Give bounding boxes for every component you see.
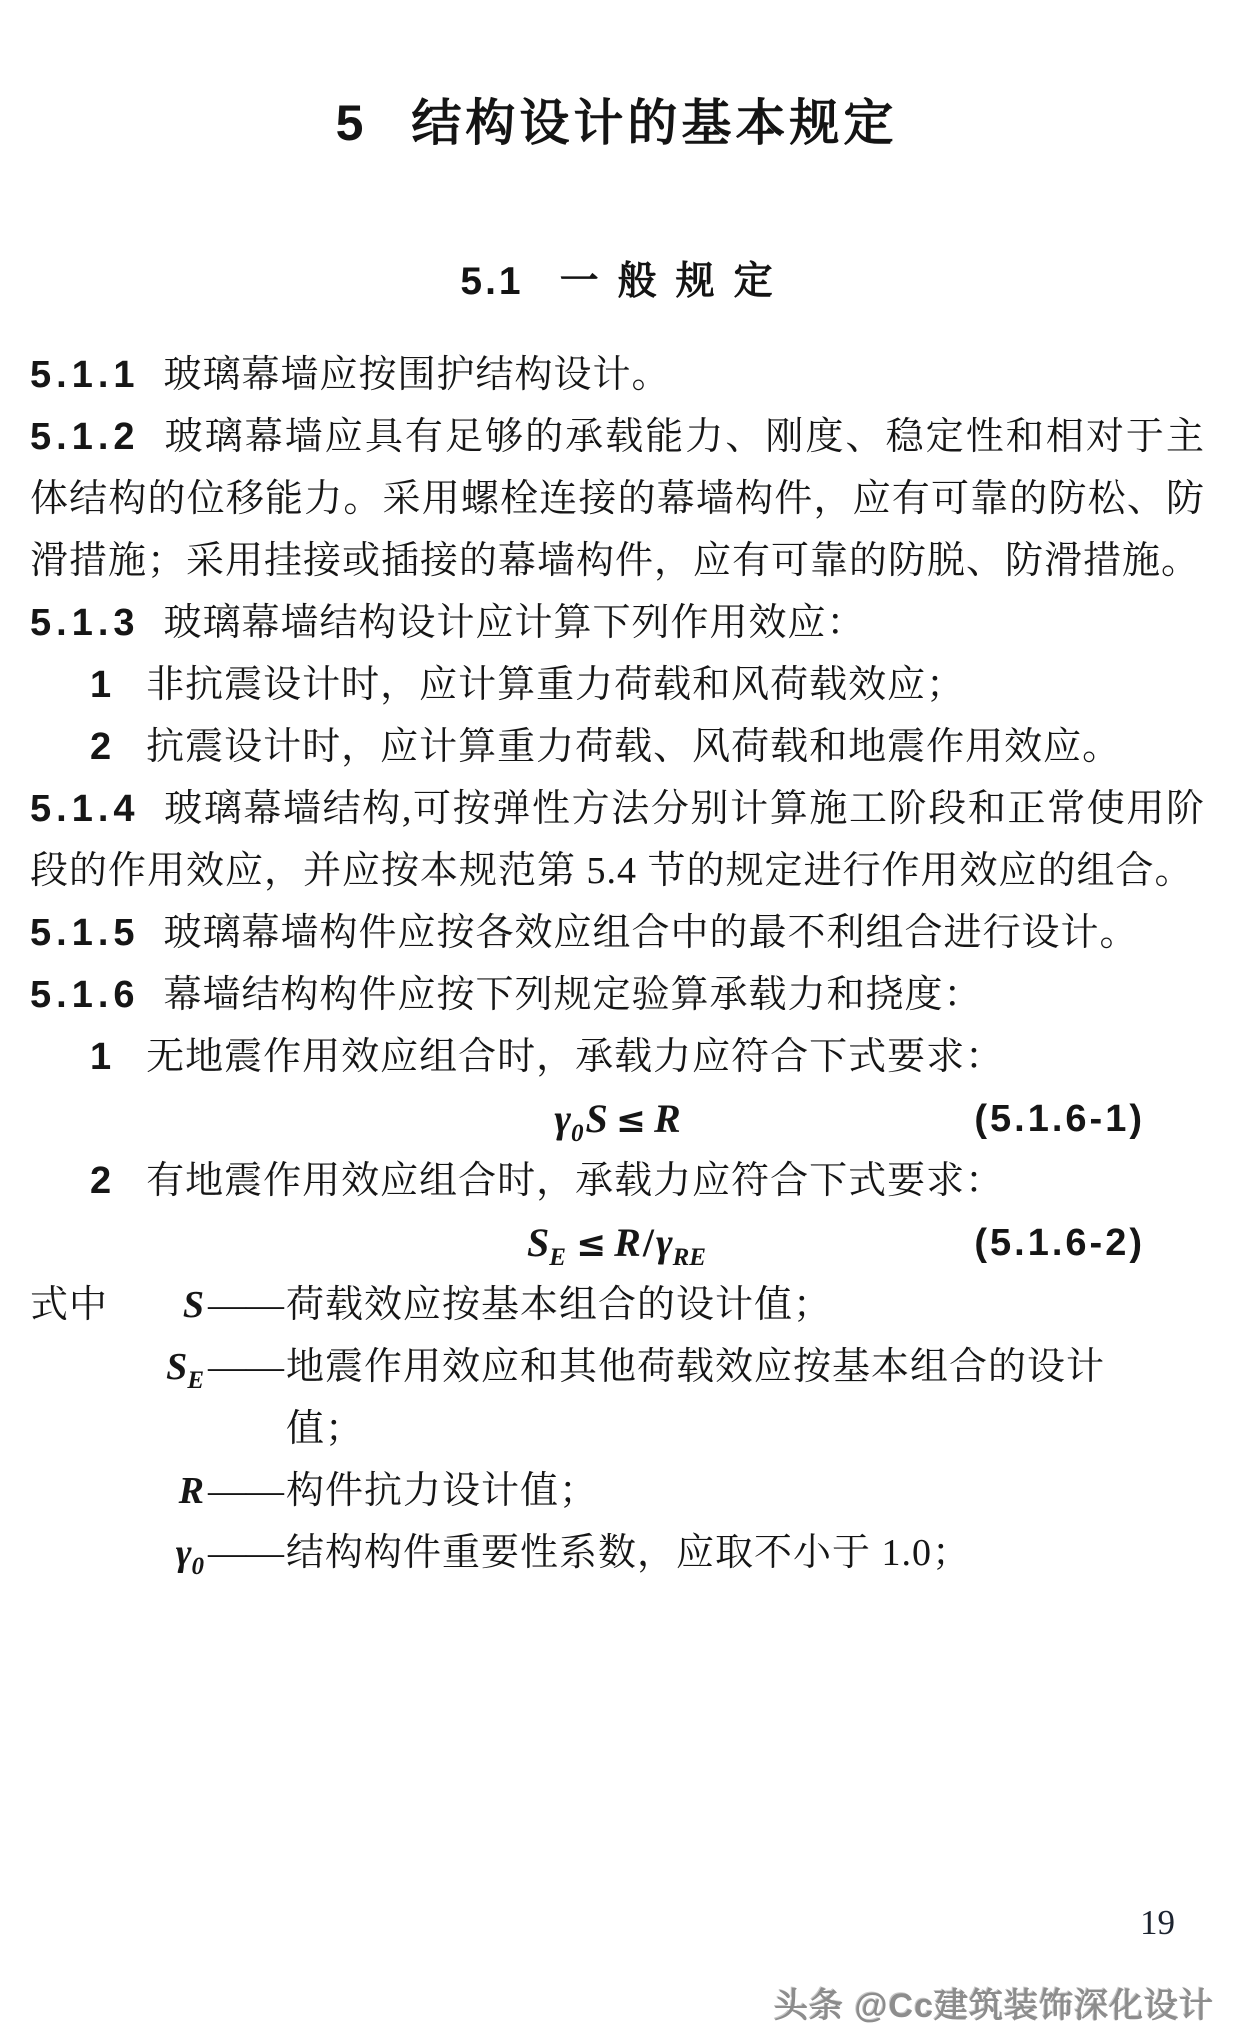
clause-5-1-1 [30,344,1205,406]
chapter-title: 结构设计的基本规定 [411,95,898,151]
gamma-subscript: 0 [571,1120,584,1147]
gamma-re-subscript: RE [672,1244,706,1271]
symbol-row-r [30,1460,1205,1522]
symbol-main: S [166,1346,188,1388]
clause-5-1-6-item-2 [30,1150,1205,1212]
clause-text: 玻璃幕墙应按围护结构设计。 [163,354,671,396]
section-heading [0,262,1233,302]
clause-number: 5.1.6 [30,974,140,1016]
page-number: 19 [1140,1903,1175,1942]
definition-dash: —— [208,1284,284,1326]
clause-number: 5.1.3 [30,602,140,644]
symbol-row-s [30,1274,1205,1336]
symbol-main: γ [175,1532,192,1574]
equation-number: (5.1.6-2) [974,1222,1145,1264]
formula-5-1-6-1 [554,1096,681,1147]
chapter-heading [0,0,1233,149]
clause-5-1-3-item-2 [30,716,1205,778]
symbol-description: 荷载效应按基本组合的设计值； [286,1284,833,1326]
symbol-row-gamma0 [30,1522,1205,1584]
section-title: 一般规定 [559,260,792,303]
clause-number: 5.1.2 [30,416,140,458]
clause-5-1-2 [30,406,1205,592]
symbol-description: 地震作用效应和其他荷载效应按基本组合的设计值； [286,1346,1106,1450]
clause-text: 玻璃幕墙构件应按各效应组合中的最不利组合进行设计。 [163,912,1139,954]
body-text [0,344,1233,1584]
clause-5-1-4 [30,778,1205,902]
clause-text: 玻璃幕墙结构,可按弹性方法分别计算施工阶段和正常使用阶段的作用效应，并应按本规范第 5.4 节的规定进行作用效应的组合。 [30,788,1205,892]
watermark: 头条 @Cc建筑装饰深化设计 [773,1987,1214,2025]
less-equal-sign: ≤ [575,1224,607,1265]
symbol-r [126,1460,206,1522]
item-number: 1 [90,664,113,706]
clause-text: 玻璃幕墙结构设计应计算下列作用效应： [163,602,866,644]
equation-number: (5.1.6-1) [974,1098,1145,1140]
symbol-sub: 0 [191,1553,204,1580]
formula-5-1-6-2 [527,1220,708,1271]
resistance-symbol: R [653,1096,681,1141]
clause-text: 玻璃幕墙应具有足够的承载能力、刚度、稳定性和相对于主体结构的位移能力。采用螺栓连接的幕墙构件，应有可靠的防松、防滑措施；采用挂接或插接的幕墙构件，应有可靠的防脱、防滑措施。 [30,416,1205,582]
symbol-s [126,1274,206,1336]
item-number: 2 [90,1160,113,1202]
symbol-row-se [30,1336,1205,1460]
symbol-gamma0 [126,1522,206,1584]
symbol-sub: E [187,1367,204,1394]
chapter-number: 5 [335,95,368,151]
divide-slash: / [642,1220,654,1265]
formula-5-1-6-1-row [30,1088,1205,1150]
symbol-description: 构件抗力设计值； [286,1470,599,1512]
clause-5-1-3-item-1 [30,654,1205,716]
less-equal-sign: ≤ [615,1100,646,1141]
definition-dash: —— [208,1470,284,1512]
where-label: 式中 [30,1284,109,1326]
item-text: 有地震作用效应组合时，承载力应符合下式要求： [146,1160,1005,1202]
clause-5-1-6 [30,964,1205,1026]
item-number: 2 [90,726,113,768]
clause-text: 幕墙结构构件应按下列规定验算承载力和挠度： [163,974,983,1016]
gamma-symbol: γ [655,1220,673,1265]
seismic-effect-symbol: S [527,1220,550,1265]
section-number: 5.1 [460,260,524,303]
item-number: 1 [90,1036,113,1078]
definition-dash: —— [208,1532,284,1574]
resistance-symbol: R [614,1220,641,1265]
symbol-main: R [178,1470,204,1512]
clause-number: 5.1.1 [30,354,140,396]
clause-number: 5.1.4 [30,788,140,830]
symbol-se [126,1336,206,1398]
clause-5-1-5 [30,902,1205,964]
definition-dash: —— [208,1346,284,1388]
symbol-definitions [30,1274,1205,1584]
item-text: 抗震设计时，应计算重力荷载、风荷载和地震作用效应。 [146,726,1122,768]
gamma-symbol: γ [554,1096,572,1141]
clause-5-1-6-item-1 [30,1026,1205,1088]
clause-5-1-3 [30,592,1205,654]
item-text: 无地震作用效应组合时，承载力应符合下式要求： [146,1036,1005,1078]
symbol-main: S [182,1284,204,1326]
seismic-subscript: E [549,1244,566,1271]
symbol-description: 结构构件重要性系数，应取不小于 1.0； [286,1532,972,1574]
clause-number: 5.1.5 [30,912,140,954]
item-text: 非抗震设计时，应计算重力荷载和风荷载效应； [146,664,966,706]
load-effect-symbol: S [585,1096,608,1141]
formula-5-1-6-2-row [30,1212,1205,1274]
